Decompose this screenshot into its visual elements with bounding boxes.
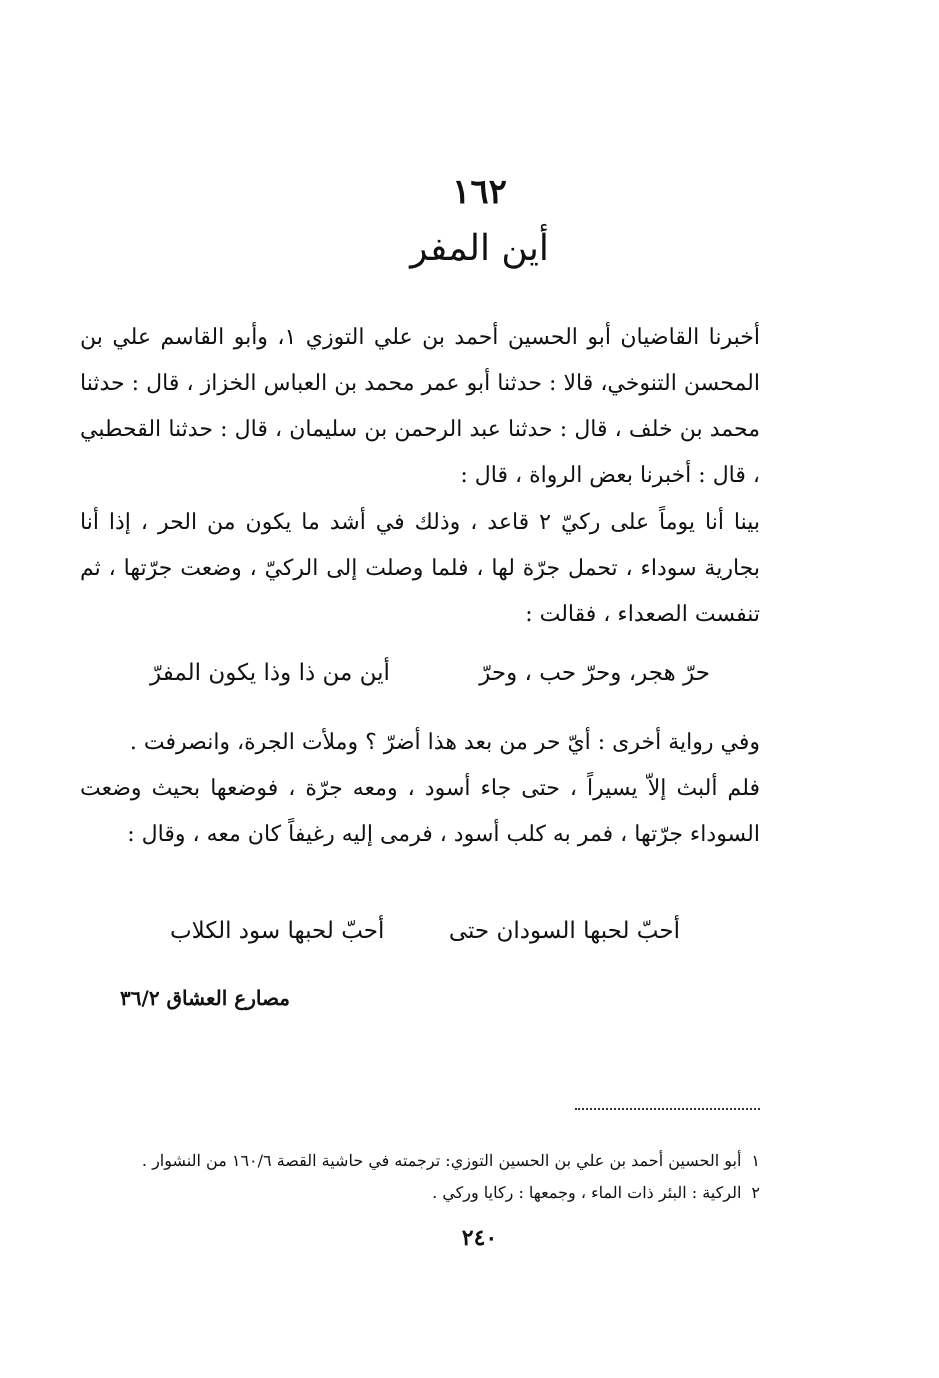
footnotes — [120, 1145, 760, 1209]
footnote-text: الركية : البئر ذات الماء ، وجمعها : ركايا وركي . — [432, 1183, 742, 1202]
verse-first-hemistich-2: أين من ذا وذا يكون المفرّ — [150, 660, 390, 686]
verse-first-hemistich-1: حرّ هجر، وحرّ حب ، وحرّ — [479, 660, 710, 686]
footnote-item — [120, 1145, 760, 1177]
variant-text: وفي رواية أخرى : أيّ حر من بعد هذا أضرّ ؟ وملأت الجرة، وانصرفت . — [129, 730, 760, 755]
footnote-number: ١ — [751, 1151, 760, 1170]
source-citation: مصارع العشاق ٣٦/٢ — [120, 986, 290, 1010]
story-number: ١٦٢ — [452, 172, 507, 212]
narrative-paragraph — [80, 500, 760, 638]
verse-second-hemistich-2: أحبّ لحبها سود الكلاب — [170, 918, 385, 944]
footnote-divider — [575, 1108, 760, 1110]
isnad-text: أخبرنا القاضيان أبو الحسين أحمد بن علي التوزي ١، وأبو القاسم علي بن المحسن التنوخي، قالا : حدثنا أبو عمر محمد بن العباس الخزاز ، قال : حدثنا محمد بن خلف ، قال : حدثنا عبد الرحمن بن سليمان ، قال : حدثنا القحطبي ، قال : أخبرنا بعض الرواة ، قال : — [80, 325, 761, 488]
footnote-item — [120, 1177, 760, 1209]
footnote-text: أبو الحسين أحمد بن علي بن الحسين التوزي: ترجمته في حاشية القصة ١٦٠/٦ من النشوار . — [141, 1151, 742, 1170]
continuation-text: فلم ألبث إلاّ يسيراً ، حتى جاء أسود ، ومعه جرّة ، فوضعها بحيث وضعت السوداء جرّتها ، فمر به كلب أسود ، فرمى إليه رغيفاً كان معه ، وقال : — [80, 776, 760, 847]
verse-second-hemistich-1: أحبّ لحبها السودان حتى — [448, 918, 680, 944]
verse-first — [150, 660, 710, 686]
verse-second — [170, 918, 680, 944]
narrative-text: بينا أنا يوماً على ركيّ ٢ قاعد ، وذلك في أشد ما يكون من الحر ، إذا أنا بجارية سوداء ، تحمل جرّة لها ، فلما وصلت إلى الركيّ ، وضعت جرّتها ، ثم تنفست الصعداء ، فقالت : — [80, 510, 760, 627]
isnad-paragraph — [80, 315, 760, 499]
variant-paragraph — [80, 720, 760, 766]
page-number: ٢٤٠ — [461, 1225, 498, 1251]
continuation-paragraph — [80, 766, 760, 858]
story-title: أين المفر — [410, 228, 549, 269]
footnote-number: ٢ — [751, 1183, 760, 1202]
